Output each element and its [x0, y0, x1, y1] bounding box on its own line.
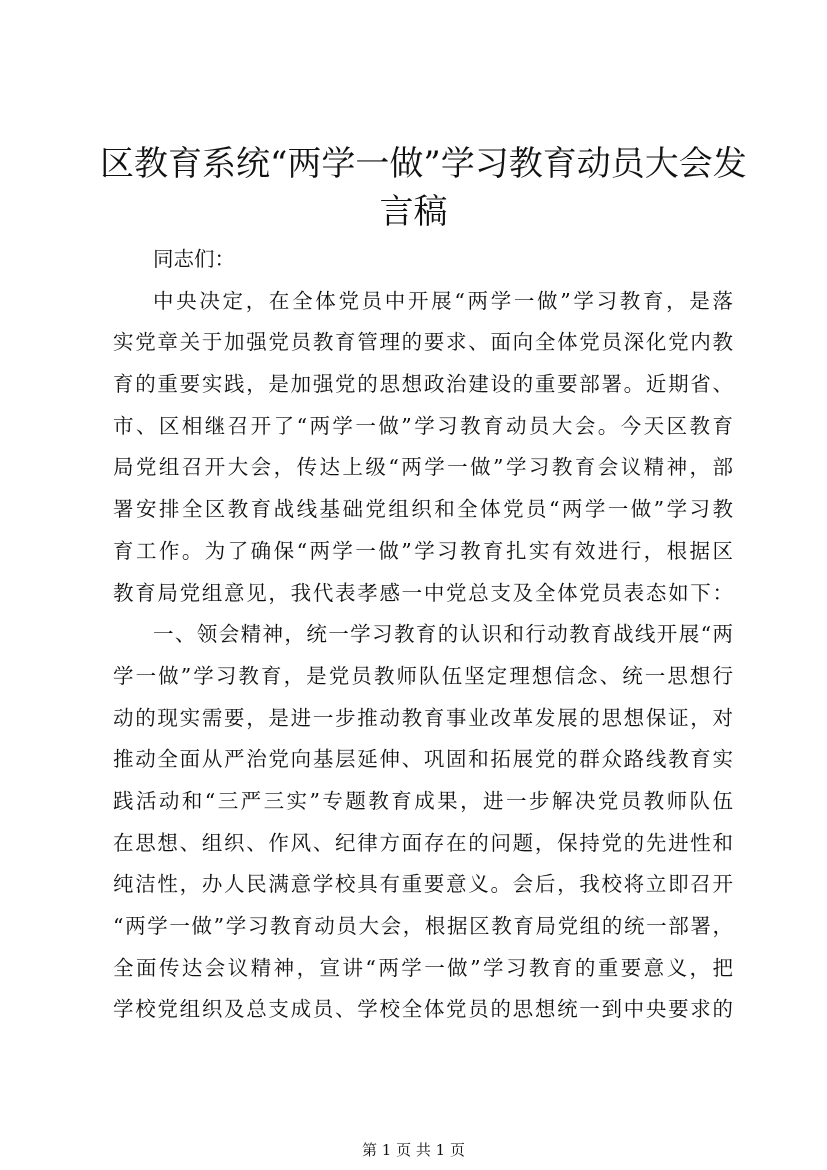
paragraph-line: 市、区相继召开了“两学一做”学习教育动员大会。今天区教育 [113, 413, 733, 438]
paragraph-line: 中央决定，在全体党员中开展“两学一做”学习教育，是落 [153, 288, 733, 313]
paragraph-line: 学一做”学习教育，是党员教师队伍坚定理想信念、统一思想行 [113, 663, 733, 688]
document-body [113, 239, 733, 1031]
paragraph-line: “两学一做”学习教育动员大会，根据区教育局党组的统一部署， [113, 914, 733, 938]
paragraph-line: 局党组召开大会，传达上级“两学一做”学习教育会议精神，部 [113, 455, 733, 480]
paragraph-line: 实党章关于加强党员教育管理的要求、面向全体党员深化党内教 [113, 330, 733, 355]
title-line-1: 区教育系统“两学一做”学习教育动员大会发 [100, 144, 747, 184]
paragraph-line: 学校党组织及总支成员、学校全体党员的思想统一到中央要求的 [113, 997, 733, 1022]
document-title [100, 140, 747, 236]
paragraph-line: 践活动和“三严三实”专题教育成果，进一步解决党员教师队伍 [113, 788, 733, 813]
paragraph-line: 动的现实需要，是进一步推动教育事业改革发展的思想保证，对 [113, 705, 733, 730]
paragraph-line: 育的重要实践，是加强党的思想政治建设的重要部署。近期省、 [113, 372, 733, 397]
paragraph-line: 教育局党组意见，我代表孝感一中党总支及全体党员表态如下： [113, 580, 733, 605]
paragraph-line: 纯洁性，办人民满意学校具有重要意义。会后，我校将立即召开 [113, 872, 733, 897]
paragraph-line: 全面传达会议精神，宣讲“两学一做”学习教育的重要意义，把 [113, 955, 733, 980]
paragraph-line: 署安排全区教育战线基础党组织和全体党员“两学一做”学习教 [113, 497, 733, 522]
paragraph-line: 在思想、组织、作风、纪律方面存在的问题，保持党的先进性和 [113, 830, 733, 855]
paragraph-line: 推动全面从严治党向基层延伸、巩固和拓展党的群众路线教育实 [113, 747, 733, 772]
section-heading-line: 一、领会精神，统一学习教育的认识和行动教育战线开展“两 [153, 622, 733, 647]
page-number: 第 1 页 共 1 页 [362, 1141, 465, 1159]
title-line-2: 言稿 [379, 192, 448, 232]
paragraph-line: 育工作。为了确保“两学一做”学习教育扎实有效进行，根据区 [113, 538, 733, 563]
salutation: 同志们： [153, 247, 235, 271]
